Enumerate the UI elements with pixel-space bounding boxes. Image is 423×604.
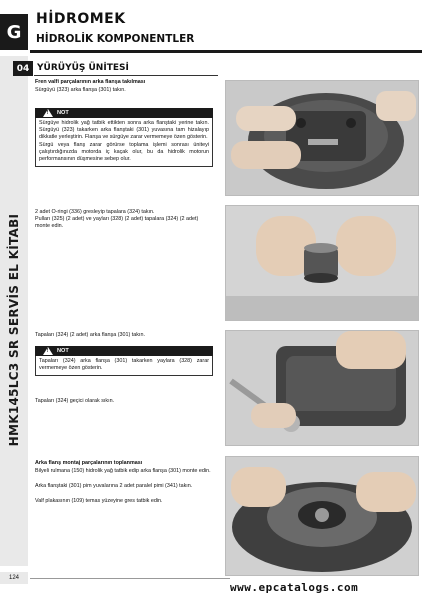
- footer-divider: [30, 578, 230, 579]
- section-divider: [34, 75, 218, 76]
- page-number: 124: [0, 572, 28, 584]
- brand-logo: HİDROMEK: [36, 11, 126, 27]
- photo-spool-install: [225, 80, 419, 196]
- note-header: [35, 346, 213, 356]
- photo-plug-assembly: [225, 205, 419, 321]
- block1-heading: Fren valfi parçalarının arka flanşa takılması: [35, 79, 146, 85]
- block1-line1: Sürgüyü (323) arka flanşa (301) takın.: [35, 87, 126, 93]
- header-divider: [30, 50, 422, 53]
- note-label: NOT: [57, 110, 69, 116]
- note-paragraph: Tapaları (324) arka flanşa (301) takarken yaylara (328) zarar vermemeye özen gösterin.: [39, 358, 209, 372]
- block4-heading: Arka flanş montaj parçalarının toplanması: [35, 460, 143, 466]
- photo-rear-flange: [225, 456, 419, 576]
- section-number: 04: [13, 61, 33, 76]
- note-label: NOT: [57, 348, 69, 354]
- block3-line2: Tapaları (324) geçici olarak sıkın.: [35, 398, 115, 404]
- warning-icon: [43, 109, 53, 117]
- note-paragraph: Sürgü veya flanş zarar görürse toplama işlemi sonrası üniteyi çalıştırdığınızda motorda iç kaçak olur, bu da hidrolik motorun performansının düşmesine sebep olur.: [39, 141, 209, 163]
- block4-line1: Bilyeli rulmana (150) hidrolik yağ tatbik edip arka flanşa (301) monte edin.: [35, 468, 211, 474]
- page-title: HİDROLİK KOMPONENTLER: [36, 33, 195, 45]
- block2-line2: Pulları (325) (2 adet) ve yayları (328) (2 adet) tapalara (324) (2 adet) monte edin.: [35, 216, 199, 230]
- block4-line2: Arka flanştaki (301) pim yuvalarına 2 adet paralel pimi (341) takın.: [35, 483, 193, 489]
- block2-line1: 2 adet O-ringi (336) gresleyip tapalara (324) takın.: [35, 209, 155, 215]
- block4-line3: Valf plakasının (109) temas yüzeyine gres tatbik edin.: [35, 498, 163, 504]
- manual-title: HMK145LC3 SR SERVİS EL KİTABI: [7, 213, 21, 447]
- watermark: www.epcatalogs.com: [230, 581, 359, 594]
- note-header: [35, 108, 213, 118]
- photo-plug-tightening: [225, 330, 419, 446]
- note-box: [35, 118, 213, 167]
- chapter-letter: G: [6, 21, 22, 43]
- chapter-tab: [0, 14, 28, 50]
- note-box: [35, 356, 213, 376]
- note-paragraph: Sürgüye hidrolik yağ tatbik ettikten sonra arka flanştaki yerine takın. Sürgüyü (323) takarken arka flanştaki (301) yuvasına tam hizalayıp dikkatle yerleştirin. Flanşa ve sürgüye zarar vermemeye özen gösterin.: [39, 120, 209, 141]
- block3-line1: Tapaları (324) (2 adet) arka flanşa (301) takın.: [35, 332, 145, 338]
- warning-icon: [43, 347, 53, 355]
- section-title: YÜRÜYÜŞ ÜNİTESİ: [37, 63, 129, 73]
